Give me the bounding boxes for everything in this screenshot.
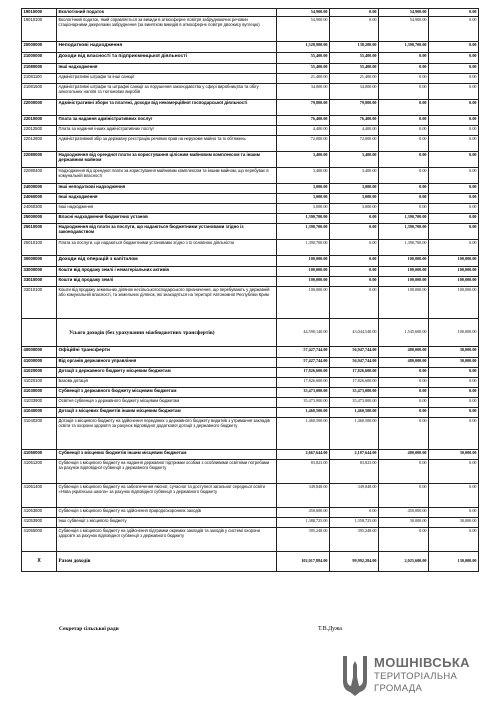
row-code: 41040200: [22, 418, 57, 450]
row-code: 21080000: [22, 64, 57, 74]
row-total-amount: 1,460,500.00: [277, 418, 330, 450]
row-special-fund: 0.00: [379, 184, 429, 194]
row-development-budget: 100,000.00: [429, 319, 479, 347]
row-code: 22080000: [22, 152, 57, 168]
row-name: Адміністративні збори та платежі, доходи від некомерційної господарської діяльності: [57, 100, 277, 116]
row-total-amount: 100,000.00: [277, 256, 330, 267]
row-name: Власні надходження бюджетних установ: [57, 214, 277, 224]
row-special-fund: 480,000.00: [379, 347, 429, 358]
table-row: [22, 126, 479, 136]
row-development-budget: 130,000.00: [429, 552, 479, 572]
row-code: 40000000: [22, 347, 57, 358]
row-development-budget: 0.00: [429, 100, 479, 116]
row-code: 41030000: [22, 388, 57, 398]
row-general-fund: 0.00: [330, 277, 379, 287]
row-code: 41050000: [22, 450, 57, 460]
row-name: Інші надходження: [57, 194, 277, 204]
trident-icon: [340, 653, 370, 697]
row-general-fund: 21,400.00: [330, 74, 379, 84]
row-code: 22010000: [22, 116, 57, 126]
table-row: [22, 267, 479, 277]
table-row: [22, 136, 479, 152]
row-name: Кошти від продажу землі і нематеріальних активів: [57, 267, 277, 277]
row-total-amount: 76,400.00: [277, 116, 330, 126]
row-general-fund: 17,826,600.00: [330, 368, 379, 378]
row-special-fund: 480,000.00: [379, 450, 429, 460]
row-code: 41051400: [22, 484, 57, 508]
table-row: [22, 277, 479, 287]
row-special-fund: 0.00: [379, 136, 429, 152]
row-general-fund: 349,848.00: [330, 484, 379, 508]
row-total-amount: 100,000.00: [277, 277, 330, 287]
row-code: 25010100: [22, 240, 57, 256]
row-development-budget: 100,000.00: [429, 277, 479, 287]
row-general-fund: 72,000.00: [330, 136, 379, 152]
row-name: Субвенція з місцевого бюджету на здійснення підтримки окремих закладів та заходів у системі охорони здоров’я за рахунок відповідної субвенції з державного бюджету: [57, 528, 277, 552]
row-name: Інші неподаткові надходження: [57, 184, 277, 194]
row-code: [22, 319, 57, 347]
row-name: Адміністративний збір за державну реєстрацію речових прав на нерухоме майно та їх обтяжень: [57, 136, 277, 152]
row-code: 20000000: [22, 42, 57, 53]
row-special-fund: 450,000.00: [379, 508, 429, 518]
row-name: Субвенції з державного бюджету місцевим бюджетам: [57, 388, 277, 398]
row-general-fund: 3,000.00: [330, 194, 379, 204]
row-total-amount: 83,823.00: [277, 460, 330, 484]
row-general-fund: 4,400.00: [330, 126, 379, 136]
row-development-budget: 100,000.00: [429, 267, 479, 277]
row-general-fund: 0.00: [330, 256, 379, 267]
row-special-fund: 100,000.00: [379, 277, 429, 287]
row-development-budget: 0.00: [429, 42, 479, 53]
row-development-budget: 0.00: [429, 398, 479, 408]
row-total-amount: 1,460,500.00: [277, 408, 330, 418]
row-special-fund: 0.00: [379, 204, 429, 214]
row-code: 33010100: [22, 287, 57, 319]
row-development-budget: 0.00: [429, 214, 479, 224]
row-special-fund: 0.00: [379, 152, 429, 168]
table-row: [22, 418, 479, 450]
table-row: [22, 398, 479, 408]
row-code: 33010000: [22, 277, 57, 287]
row-development-budget: 100,000.00: [429, 287, 479, 319]
row-special-fund: 0.00: [379, 484, 429, 508]
row-total-amount: 57,427,744.00: [277, 358, 330, 368]
signature-line: [21, 624, 478, 636]
table-row: [22, 358, 479, 368]
row-development-budget: 0.00: [429, 508, 479, 518]
row-development-budget: 30,000.00: [429, 347, 479, 358]
table-row: [22, 64, 479, 74]
row-code: 19010100: [22, 17, 57, 42]
table-row: [22, 84, 479, 100]
row-special-fund: 100,000.00: [379, 256, 429, 267]
row-code: 41000000: [22, 358, 57, 368]
row-code: 41020100: [22, 378, 57, 388]
row-code: 41033900: [22, 398, 57, 408]
row-development-budget: 30,000.00: [429, 518, 479, 528]
revenue-table-sheet: [21, 8, 478, 572]
row-development-budget: 0.00: [429, 136, 479, 152]
row-development-budget: 0.00: [429, 368, 479, 378]
row-name: Офіційні трансферти: [57, 347, 277, 358]
row-general-fund: 0.00: [330, 9, 379, 17]
row-general-fund: 1,460,500.00: [330, 418, 379, 450]
row-development-budget: 100,000.00: [429, 256, 479, 267]
signature-name: Т.В.Дужа: [318, 626, 342, 632]
row-development-budget: 0.00: [429, 168, 479, 184]
row-name: Базова дотація: [57, 378, 277, 388]
row-total-amount: 1,388,725.00: [277, 518, 330, 528]
row-code: 21000000: [22, 53, 57, 64]
row-general-fund: 2,187,644.00: [330, 450, 379, 460]
row-code: 41053600: [22, 508, 57, 518]
row-development-budget: 0.00: [429, 194, 479, 204]
row-special-fund: 480,000.00: [379, 358, 429, 368]
row-general-fund: 76,400.00: [330, 116, 379, 126]
table-row: [22, 508, 479, 518]
row-name: Усього доходів (без урахування міжбюджетних трансфертів): [57, 319, 277, 347]
logo-line-3: ГРОМАДА: [374, 683, 423, 694]
row-name: Субвенції з місцевих бюджетів іншим місцевим бюджетам: [57, 450, 277, 460]
row-development-budget: 0.00: [429, 152, 479, 168]
row-general-fund: 55,400.00: [330, 53, 379, 64]
row-code: 41051200: [22, 460, 57, 484]
row-special-fund: 0.00: [379, 368, 429, 378]
row-total-amount: 450,000.00: [277, 508, 330, 518]
row-total-amount: 72,000.00: [277, 136, 330, 152]
logo-line-2: ТЕРИТОРІАЛЬНА: [374, 671, 458, 682]
row-development-budget: 0.00: [429, 17, 479, 42]
row-name: Кошти від продажу земельних ділянок несільськогосподарського призначення, що перебувають у державній або комунальній власності, та земельних ділянок, які знаходяться на території Автономної Республіки Крим: [57, 287, 277, 319]
row-name: Разом доходів: [57, 552, 277, 572]
table-row: [22, 214, 479, 224]
row-special-fund: 0.00: [379, 460, 429, 484]
row-general-fund: 3,400.00: [330, 152, 379, 168]
row-code: 24060300: [22, 204, 57, 214]
row-general-fund: 0.00: [330, 508, 379, 518]
row-name: Кошти від продажу землі: [57, 277, 277, 287]
row-development-budget: 30,000.00: [429, 450, 479, 460]
row-name: Плата за надання інших адміністративних послуг: [57, 126, 277, 136]
row-special-fund: 1,390,700.00: [379, 214, 429, 224]
table-row: [22, 74, 479, 84]
table-row: [22, 204, 479, 214]
table-row: [22, 17, 479, 42]
row-name: Субвенція з місцевого бюджету на забезпечення якісної, сучасної та доступної загальної середньої освіти «Нова українська школа» за рахунок відповідної субвенції з державного бюджету: [57, 484, 277, 508]
row-development-budget: 0.00: [429, 9, 479, 17]
row-general-fund: 83,823.00: [330, 460, 379, 484]
row-general-fund: 0.00: [330, 287, 379, 319]
row-general-fund: 0.00: [330, 224, 379, 240]
row-special-fund: 1,390,700.00: [379, 224, 429, 240]
row-special-fund: 0.00: [379, 528, 429, 552]
row-name: Інші субвенції з місцевого бюджету: [57, 518, 277, 528]
row-total-amount: 1,390,700.00: [277, 214, 330, 224]
row-special-fund: 54,900.00: [379, 17, 429, 42]
row-name: Субвенція з місцевого бюджету на здійснення природоохоронних заходів: [57, 508, 277, 518]
row-total-amount: 3,000.00: [277, 204, 330, 214]
row-special-fund: 54,900.00: [379, 9, 429, 17]
table-row: [22, 408, 479, 418]
row-general-fund: 17,826,600.00: [330, 378, 379, 388]
row-code: 19010000: [22, 9, 57, 17]
table-row: [22, 518, 479, 528]
table-row: [22, 528, 479, 552]
row-special-fund: 100,000.00: [379, 287, 429, 319]
table-row: [22, 9, 479, 17]
row-total-amount: 57,427,744.00: [277, 347, 330, 358]
row-special-fund: 0.00: [379, 116, 429, 126]
table-row: [22, 42, 479, 53]
row-total-amount: 102,017,884.00: [277, 552, 330, 572]
table-row: [22, 450, 479, 460]
row-development-budget: 0.00: [429, 53, 479, 64]
row-code: 33000000: [22, 267, 57, 277]
table-row: [22, 194, 479, 204]
row-code: 22012600: [22, 136, 57, 152]
revenue-table-body: [22, 9, 479, 572]
row-general-fund: 3,400.00: [330, 168, 379, 184]
row-code: 41053900: [22, 518, 57, 528]
row-total-amount: 1,390,700.00: [277, 240, 330, 256]
row-special-fund: 0.00: [379, 84, 429, 100]
row-code: 41040000: [22, 408, 57, 418]
row-total-amount: 21,400.00: [277, 74, 330, 84]
row-total-amount: 100,000.00: [277, 287, 330, 319]
row-code: 25010000: [22, 224, 57, 240]
row-code: 41055000: [22, 528, 57, 552]
row-total-amount: 17,826,600.00: [277, 378, 330, 388]
row-development-budget: 0.00: [429, 528, 479, 552]
row-special-fund: 2,025,600.00: [379, 552, 429, 572]
row-name: Адміністративні штрафи та інші санкції: [57, 74, 277, 84]
row-total-amount: 349,848.00: [277, 484, 330, 508]
table-row: [22, 53, 479, 64]
row-total-amount: 395,248.00: [277, 528, 330, 552]
row-name: Екологічний податок, який справляється за викиди в атмосферне повітря забруднюючих речовин стаціонарними джерелами забруднення (за винятком викидів в атмосферне повітря двоокису вуглецю): [57, 17, 277, 42]
row-special-fund: 30,000.00: [379, 518, 429, 528]
row-general-fund: 56,947,744.00: [330, 358, 379, 368]
row-total-amount: 100,000.00: [277, 267, 330, 277]
row-total-amount: 3,400.00: [277, 152, 330, 168]
row-total-amount: 3,000.00: [277, 194, 330, 204]
row-special-fund: 0.00: [379, 64, 429, 74]
revenue-table: [21, 8, 479, 572]
row-development-budget: 0.00: [429, 204, 479, 214]
row-development-budget: 0.00: [429, 224, 479, 240]
table-row: [22, 240, 479, 256]
row-name: Доходи від власності та підприємницької діяльності: [57, 53, 277, 64]
row-general-fund: 35,473,000.00: [330, 388, 379, 398]
row-general-fund: 34,000.00: [330, 84, 379, 100]
row-name: Дотації з місцевих бюджетів іншим місцевим бюджетам: [57, 408, 277, 418]
row-total-amount: 55,400.00: [277, 53, 330, 64]
row-name: Субвенція з місцевого бюджету на надання державної підтримки особам з особливими освітніми потребами за рахунок відповідної субвенції з державного бюджету: [57, 460, 277, 484]
row-general-fund: 0.00: [330, 17, 379, 42]
row-total-amount: 54,900.00: [277, 17, 330, 42]
row-name: Інші надходження: [57, 64, 277, 74]
row-special-fund: 0.00: [379, 126, 429, 136]
row-special-fund: 0.00: [379, 53, 429, 64]
row-special-fund: 0.00: [379, 100, 429, 116]
table-row: [22, 368, 479, 378]
row-total-amount: 17,826,600.00: [277, 368, 330, 378]
row-code: 22000000: [22, 100, 57, 116]
row-total-amount: 1,528,900.00: [277, 42, 330, 53]
table-row: [22, 100, 479, 116]
row-total-amount: 55,400.00: [277, 64, 330, 74]
row-name: Надходження від орендної плати за користування майновим комплексом та іншим майном, що перебуває в комунальній власності: [57, 168, 277, 184]
row-general-fund: 1,460,500.00: [330, 408, 379, 418]
row-special-fund: 0.00: [379, 194, 429, 204]
row-special-fund: 0.00: [379, 74, 429, 84]
row-development-budget: 0.00: [429, 116, 479, 126]
row-special-fund: 0.00: [379, 388, 429, 398]
row-total-amount: 44,590,140.00: [277, 319, 330, 347]
table-row: [22, 184, 479, 194]
community-logo: [340, 651, 490, 701]
row-total-amount: 3,400.00: [277, 168, 330, 184]
row-name: Надходження від орендної плати за користування цілісним майновим комплексом та іншим державним майном: [57, 152, 277, 168]
row-special-fund: 1,545,600.00: [379, 319, 429, 347]
table-row: [22, 484, 479, 508]
table-row: [22, 168, 479, 184]
row-development-budget: 0.00: [429, 84, 479, 100]
table-row: [22, 224, 479, 240]
row-code: 22012500: [22, 126, 57, 136]
row-special-fund: 0.00: [379, 398, 429, 408]
row-name: Дотації з державного бюджету місцевим бюджетам: [57, 368, 277, 378]
signature-role: Секретар сільської ради: [59, 626, 119, 632]
row-general-fund: 395,248.00: [330, 528, 379, 552]
row-special-fund: 1,390,700.00: [379, 42, 429, 53]
row-development-budget: 30,000.00: [429, 358, 479, 368]
row-special-fund: 0.00: [379, 408, 429, 418]
table-row: [22, 378, 479, 388]
row-development-budget: 0.00: [429, 184, 479, 194]
row-total-amount: 2,667,644.00: [277, 450, 330, 460]
row-general-fund: 3,000.00: [330, 204, 379, 214]
row-development-budget: 0.00: [429, 460, 479, 484]
table-row: [22, 388, 479, 398]
row-development-budget: 0.00: [429, 240, 479, 256]
row-general-fund: 43,044,540.00: [330, 319, 379, 347]
row-development-budget: 0.00: [429, 74, 479, 84]
row-code: 30000000: [22, 256, 57, 267]
row-general-fund: 1,358,725.00: [330, 518, 379, 528]
row-special-fund: 1,390,700.00: [379, 240, 429, 256]
row-special-fund: 100,000.00: [379, 267, 429, 277]
row-special-fund: 0.00: [379, 168, 429, 184]
row-development-budget: 0.00: [429, 378, 479, 388]
row-name: Плата за надання адміністративних послуг: [57, 116, 277, 126]
table-row: [22, 552, 479, 572]
row-total-amount: 54,900.00: [277, 9, 330, 17]
row-name: Плата за послуги, що надаються бюджетними установами згідно з їх основною діяльністю: [57, 240, 277, 256]
table-row: [22, 152, 479, 168]
row-general-fund: 56,947,744.00: [330, 347, 379, 358]
row-code: 21081500: [22, 84, 57, 100]
row-name: Інші надходження: [57, 204, 277, 214]
row-total-amount: 35,473,000.00: [277, 388, 330, 398]
row-development-budget: 0.00: [429, 408, 479, 418]
row-name: Освітня субвенція з державного бюджету місцевим бюджетам: [57, 398, 277, 408]
row-general-fund: 0.00: [330, 214, 379, 224]
row-name: Від органів державного управління: [57, 358, 277, 368]
row-code: 21081100: [22, 74, 57, 84]
row-code: 25000000: [22, 214, 57, 224]
row-general-fund: 35,473,000.00: [330, 398, 379, 408]
row-development-budget: 0.00: [429, 388, 479, 398]
row-development-budget: 0.00: [429, 126, 479, 136]
row-general-fund: 0.00: [330, 267, 379, 277]
row-name: Надходження від плати за послуги, що надаються бюджетними установами згідно із законодавством: [57, 224, 277, 240]
row-general-fund: 138,200.00: [330, 42, 379, 53]
row-special-fund: 0.00: [379, 378, 429, 388]
table-row: [22, 347, 479, 358]
row-code: X: [22, 552, 57, 572]
row-name: Доходи від операцій з капіталом: [57, 256, 277, 267]
row-general-fund: 79,800.00: [330, 100, 379, 116]
row-total-amount: 3,000.00: [277, 184, 330, 194]
row-name: Дотація з місцевого бюджету на здійснення переданих з державного бюджету видатків з утримання закладів освіти та охорони здоров’я за рахунок відповідної додаткової дотації з державного бюджету: [57, 418, 277, 450]
row-total-amount: 35,473,000.00: [277, 398, 330, 408]
row-name: Неподаткові надходження: [57, 42, 277, 53]
table-row: [22, 319, 479, 347]
row-code: 24000000: [22, 184, 57, 194]
table-row: [22, 460, 479, 484]
row-total-amount: 4,400.00: [277, 126, 330, 136]
table-row: [22, 287, 479, 319]
table-row: [22, 116, 479, 126]
logo-line-1: МОШНІВСЬКА: [374, 655, 470, 670]
row-name: Екологічний податок: [57, 9, 277, 17]
table-row: [22, 256, 479, 267]
row-total-amount: 34,000.00: [277, 84, 330, 100]
row-general-fund: 0.00: [330, 240, 379, 256]
row-development-budget: 0.00: [429, 418, 479, 450]
row-special-fund: 0.00: [379, 418, 429, 450]
row-total-amount: 1,390,700.00: [277, 224, 330, 240]
row-development-budget: 0.00: [429, 484, 479, 508]
row-general-fund: 99,992,284.00: [330, 552, 379, 572]
row-development-budget: 0.00: [429, 64, 479, 74]
row-general-fund: 55,400.00: [330, 64, 379, 74]
row-total-amount: 79,800.00: [277, 100, 330, 116]
row-code: 41020000: [22, 368, 57, 378]
row-name: Адміністративні штрафи та штрафні санкції за порушення законодавства у сфері виробництва та обігу алкогольних напоїв та тютюнових виробів: [57, 84, 277, 100]
row-code: 22080400: [22, 168, 57, 184]
row-code: 24060000: [22, 194, 57, 204]
row-general-fund: 3,000.00: [330, 184, 379, 194]
